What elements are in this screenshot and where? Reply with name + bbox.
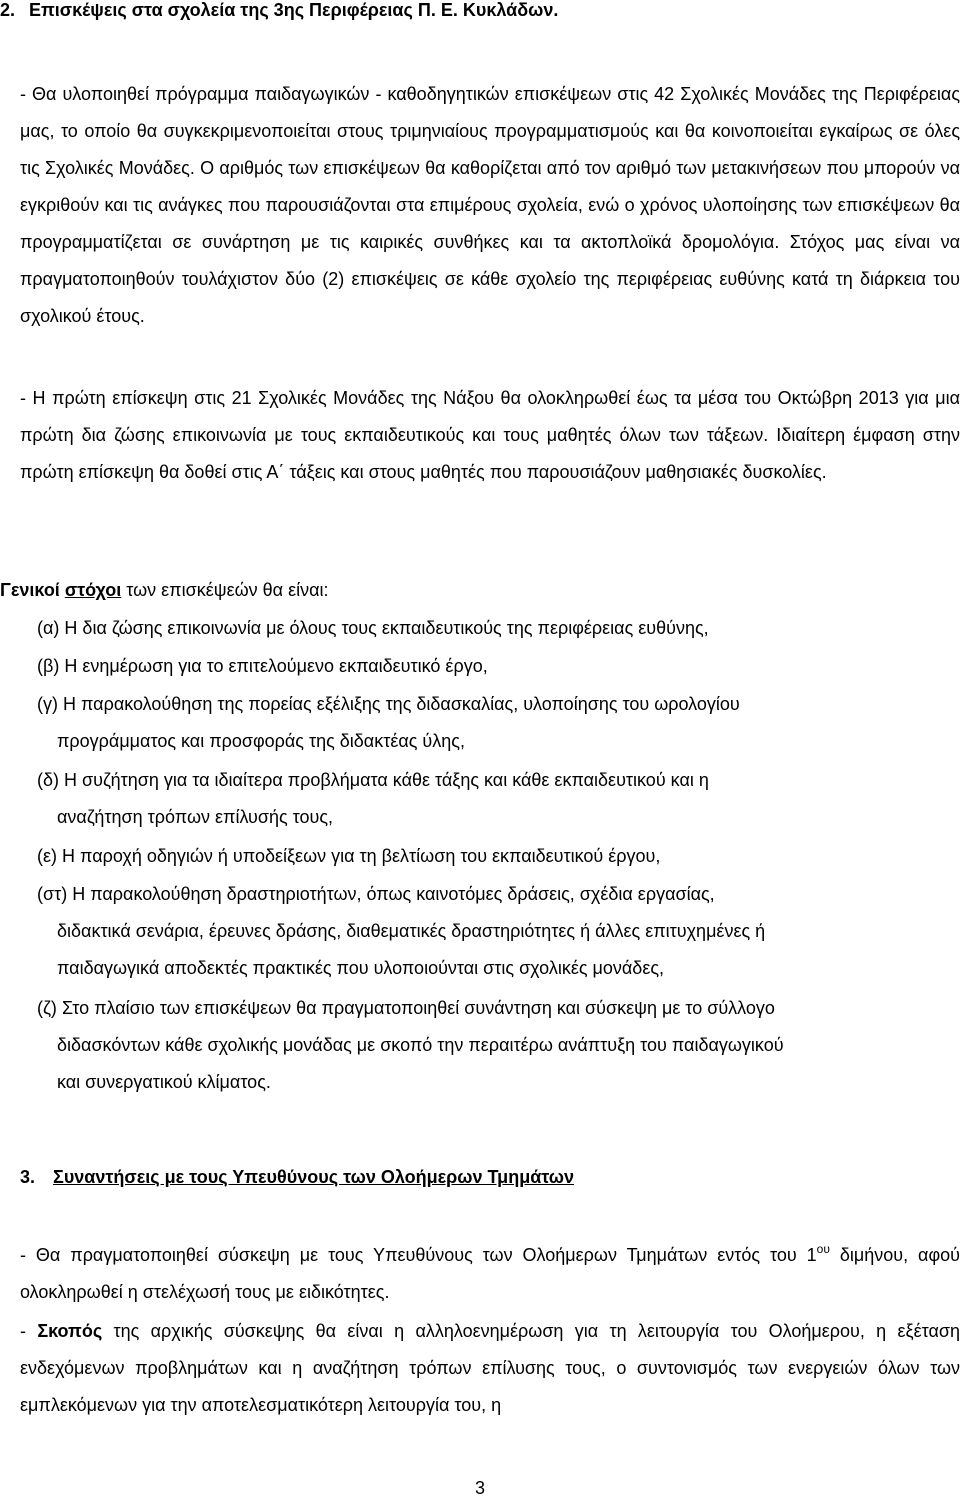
section-title: Επισκέψεις στα σχολεία της 3ης Περιφέρειας Π. Ε. Κυκλάδων. (29, 0, 559, 20)
goal-label: (ζ) (37, 998, 57, 1018)
section-number: 3. (20, 1167, 36, 1187)
goal-label: (β) (37, 656, 60, 676)
meetings-p2-text: της αρχικής σύσκεψης θα είναι η αλληλοενημέρωση για τη λειτουργία του Ολοήμερου, η εξέταση ενδεχόμενων προβλημάτων και η αναζήτηση τρόπων επίλυσης τους, ο συντονισμός των ενεργειών όλων των εμπλεκόμενων για την αποτελεσματικότερη λειτουργία του, η (20, 1321, 960, 1415)
goal-text-continued: διδασκόντων κάθε σχολικής μονάδας με σκοπό την περαιτέρω ανάπτυξη του παιδαγωγικού (57, 1035, 784, 1055)
goal-item (38, 762, 960, 836)
goal-text: Η ενημέρωση για το επιτελούμενο εκπαιδευτικό έργο, (64, 656, 488, 676)
meetings-p1-rest: διμήνου, αφού ολοκληρωθεί η στελέχωσή τους με ειδικότητες. (20, 1245, 960, 1302)
goal-label: (ε) (37, 846, 58, 866)
goals-title (0, 572, 940, 609)
section-heading-2 (0, 0, 558, 21)
goal-text: Η παροχή οδηγιών ή υποδείξεων για τη βελτίωση του εκπαιδευτικού έργου, (62, 846, 661, 866)
goal-text: Στο πλαίσιο των επισκέψεων θα πραγματοποιηθεί συνάντηση και σύσκεψη με το σύλλογο (61, 998, 775, 1018)
goal-text-continued: αναζήτηση τρόπων επίλυσής τους, (57, 807, 334, 827)
meetings-paragraph-2 (20, 1313, 960, 1424)
meetings-p1-sup: ου (816, 1242, 830, 1256)
goal-label: (δ) (37, 770, 60, 790)
goals-title-bold-2: στόχοι (64, 580, 122, 600)
goals-title-bold-1: Γενικοί (0, 580, 60, 600)
meetings-p2-bold: Σκοπός (37, 1321, 103, 1341)
section-title: Συναντήσεις με τους Υπευθύνους των Ολοήμερων Τμημάτων (53, 1167, 575, 1187)
goal-text-continued: διδακτικά σενάρια, έρευνες δράσης, διαθεματικές δραστηριότητες ή άλλες επιτυχημένες ή (57, 921, 766, 941)
goal-label: (γ) (37, 694, 58, 714)
section-heading-3 (20, 1167, 574, 1188)
goal-label: (στ) (37, 884, 68, 904)
goal-text: Η δια ζώσης επικοινωνία με όλους τους εκπαιδευτικούς της περιφέρειας ευθύνης, (64, 618, 709, 638)
meetings-p1-text: - Θα πραγματοποιηθεί σύσκεψη με τους Υπευθύνους των Ολοήμερων Τμημάτων εντός του 1 (20, 1245, 817, 1265)
intro-paragraph-1: - Θα υλοποιηθεί πρόγραμμα παιδαγωγικών - καθοδηγητικών επισκέψεων στις 42 Σχολικές Μονάδες της Περιφέρειας μας, το οποίο θα συγκεκριμενοποιείται στους τριμηνιαίους προγραμματισμούς και θα κοινοποιείται εγκαίρως σε όλες τις Σχολικές Μονάδες. Ο αριθμός των επισκέψεων θα καθορίζεται από τον αριθμό των μετακινήσεων που μπορούν να εγκριθούν και τις ανάγκες που παρουσιάζονται στα επιμέρους σχολεία, ενώ ο χρόνος υλοποίησης των επισκέψεων θα προγραμματίζεται σε συνάρτηση με τις καιρικές συνθήκες και τα ακτοπλοϊκά δρομολόγια. Στόχος μας είναι να πραγματοποιηθούν τουλάχιστον δύο (2) επισκέψεις σε κάθε σχολείο της περιφέρειας ευθύνης κατά τη διάρκεια του σχολικού έτους. (20, 84, 960, 326)
goal-label: (α) (37, 618, 60, 638)
goal-text-continued: παιδαγωγικά αποδεκτές πρακτικές που υλοποιούνται στις σχολικές μονάδες, (57, 958, 665, 978)
goal-text: Η παρακολούθηση της πορείας εξέλιξης της διδασκαλίας, υλοποίησης του ωρολογίου (63, 694, 740, 714)
meetings-p2-prefix: - (20, 1321, 38, 1341)
goal-item (38, 648, 960, 685)
goal-text: Η παρακολούθηση δραστηριοτήτων, όπως καινοτόμες δράσεις, σχέδια εργασίας, (72, 884, 715, 904)
page-number: 3 (474, 1478, 485, 1498)
intro-paragraph-2: - Η πρώτη επίσκεψη στις 21 Σχολικές Μονάδες της Νάξου θα ολοκληρωθεί έως τα μέσα του Οκτώβρη 2013 για μια πρώτη δια ζώσης επικοινωνία με τους εκπαιδευτικούς και τους μαθητές όλων των τάξεων. Ιδιαίτερη έμφαση στην πρώτη επίσκεψη θα δοθεί στις Α΄ τάξεις και στους μαθητές που παρουσιάζουν μαθησιακές δυσκολίες. (20, 388, 960, 482)
goal-item (38, 686, 960, 760)
goal-item (38, 876, 960, 987)
goal-item (38, 990, 960, 1101)
goal-item (38, 838, 960, 875)
goal-text-continued: προγράμματος και προσφοράς της διδακτέας ύλης, (57, 731, 465, 751)
meetings-paragraph-1 (20, 1237, 960, 1311)
goal-text-continued: και συνεργατικού κλίματος. (57, 1072, 271, 1092)
goal-text: Η συζήτηση για τα ιδιαίτερα προβλήματα κάθε τάξης και κάθε εκπαιδευτικού και η (64, 770, 709, 790)
goals-title-rest: των επισκέψεών θα είναι: (126, 580, 329, 600)
section-number: 2. (0, 0, 16, 20)
goal-item (38, 610, 960, 647)
